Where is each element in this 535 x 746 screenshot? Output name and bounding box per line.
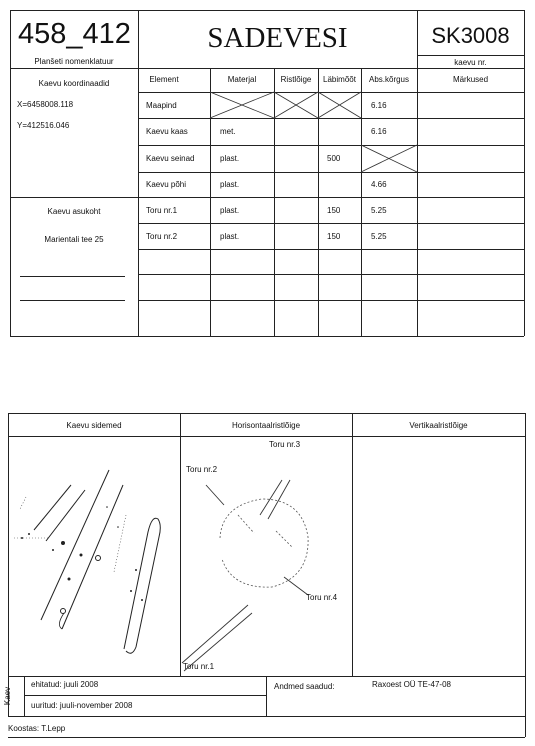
col-header-material: Materjal (227, 75, 257, 84)
horizontal-section-heading: Horisontaalristlõige (231, 421, 301, 430)
pipe-label: Toru nr.3 (269, 440, 301, 449)
table-cell-element: Kaevu põhi (146, 180, 187, 189)
table-cell-material: plast. (220, 206, 240, 215)
table-cell-diameter: 150 (327, 232, 341, 241)
table-cell-material: plast. (220, 154, 240, 163)
table-cell-material: plast. (220, 180, 240, 189)
coordinate-x: X=6458008.118 (17, 100, 74, 109)
compiled-by: Koostas: T.Lepp (8, 724, 66, 733)
table-cell-abs: 6.16 (371, 101, 387, 110)
col-header-abs-height: Abs.kõrgus (368, 75, 410, 84)
vertical-section-heading: Vertikaalristlõige (409, 421, 468, 430)
col-header-element: Element (149, 75, 179, 84)
footer-side-label: Kaev (3, 686, 13, 706)
col-header-section: Ristlõige (280, 75, 312, 84)
site-sketch (8, 437, 180, 676)
coordinate-y: Y=412516.046 (17, 121, 70, 130)
survey-date: uuritud: juuli-november 2008 (31, 701, 133, 710)
table-cell-abs: 4.66 (371, 180, 387, 189)
col-header-diameter: Läbimõõt (323, 75, 356, 84)
well-number: SK3008 (431, 23, 510, 48)
table-cell-material: plast. (220, 232, 240, 241)
connections-heading: Kaevu sidemed (66, 421, 122, 430)
location-heading: Kaevu asukoht (47, 207, 101, 216)
location-address: Marientali tee 25 (44, 235, 104, 244)
table-cell-abs: 5.25 (371, 232, 387, 241)
table-cell-material: met. (220, 127, 236, 136)
table-cell-element: Kaevu seinad (146, 154, 195, 163)
well-caption: kaevu nr. (454, 58, 487, 67)
pipe-label: Toru nr.4 (306, 593, 338, 602)
pipe-label: Toru nr.2 (186, 465, 218, 474)
table-cell-abs: 6.16 (371, 127, 387, 136)
table-cell-abs: 5.25 (371, 206, 387, 215)
col-header-notes: Märkused (452, 75, 489, 84)
coordinates-heading: Kaevu koordinaadid (38, 79, 110, 88)
data-source-label: Andmed saadud: (274, 682, 335, 691)
table-cell-diameter: 500 (327, 154, 341, 163)
table-cell-element: Kaevu kaas (146, 127, 188, 136)
built-date: ehitatud: juuli 2008 (31, 680, 99, 689)
table-cell-element: Toru nr.2 (146, 232, 178, 241)
table-cell-diameter: 150 (327, 206, 341, 215)
sheet-caption: Planšeti nomenklatuur (34, 57, 114, 66)
pipe-label: Toru nr.1 (183, 662, 215, 671)
data-source-value: Raxoest OÜ TE-47-08 (372, 680, 451, 689)
sheet-number: 458_412 (18, 18, 131, 50)
table-cell-element: Toru nr.1 (146, 206, 178, 215)
document-title: SADEVESI (207, 22, 348, 54)
table-cell-element: Maapind (146, 101, 177, 110)
